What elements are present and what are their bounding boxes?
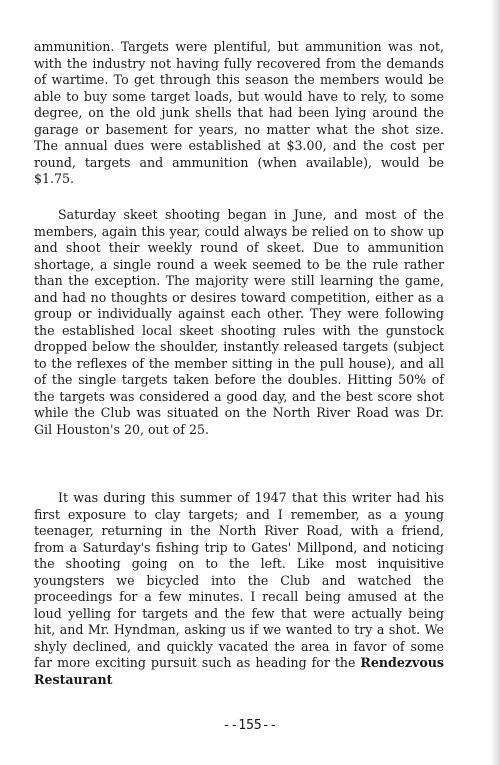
paragraph-text: Saturday skeet shooting began in June, and most of the members, again this year, could always be relied on to show up and shoot their weekly round of skeet. Due to ammunition shortage, a single round a week seemed to be the rule rather than the exception. The majority were still learning the game, and had no thoughts or desires toward competition, either as a group or individually against each other. They were following the established local skeet shooting rules with the gunstock dropped below the shoulder, instantly released targets (subject to the reflexes of the member sitting in the pull house), and all of the single targets taken before the doubles. Hitting 50% of the targets was considered a good day, and the best score shot while the Club was situated on the North River Road was Dr. Gil Houston's 20, out of 25. [34,207,444,437]
paragraph-text [34,490,444,688]
page-number: --155-- [222,718,278,733]
paragraph-body: It was during this summer of 1947 that this writer had his first exposure to clay targets; and I remember, as a young teenager, returning in the North River Road, with a friend, from a Saturday's fishing trip to Gates' Millpond, and noticing the shooting going on to the left. Like most inquisitive youngsters we bicycled into the Club and watched the proceedings for a few minutes. I recall being amused at the loud yelling for targets and the few that were actually being hit, and Mr. Hyndman, asking us if we wanted to try a shot. We shyly declined, and quickly vacated the area in favor of some far more exciting pursuit such as heading for the [34,490,444,670]
restaurant-name: Rendezvous Restaurant [34,655,444,687]
paragraph-text: ammunition. Targets were plentiful, but ammunition was not, with the industry not having fully recovered from the demands of wartime. To get through this season the members would be able to buy some target loads, but would have to rely, to some degree, on the old junk shells that had been lying around the garage or basement for years, no matter what the shot size. The annual dues were established at $3.00, and the cost per round, targets and ammunition (when available), would be $1.75. [34,39,444,186]
scan-page-edge [490,0,500,765]
paragraph-ammunition [34,39,444,188]
paragraph-summer-1947 [34,490,444,688]
paragraph-saturday-skeet [34,207,444,438]
